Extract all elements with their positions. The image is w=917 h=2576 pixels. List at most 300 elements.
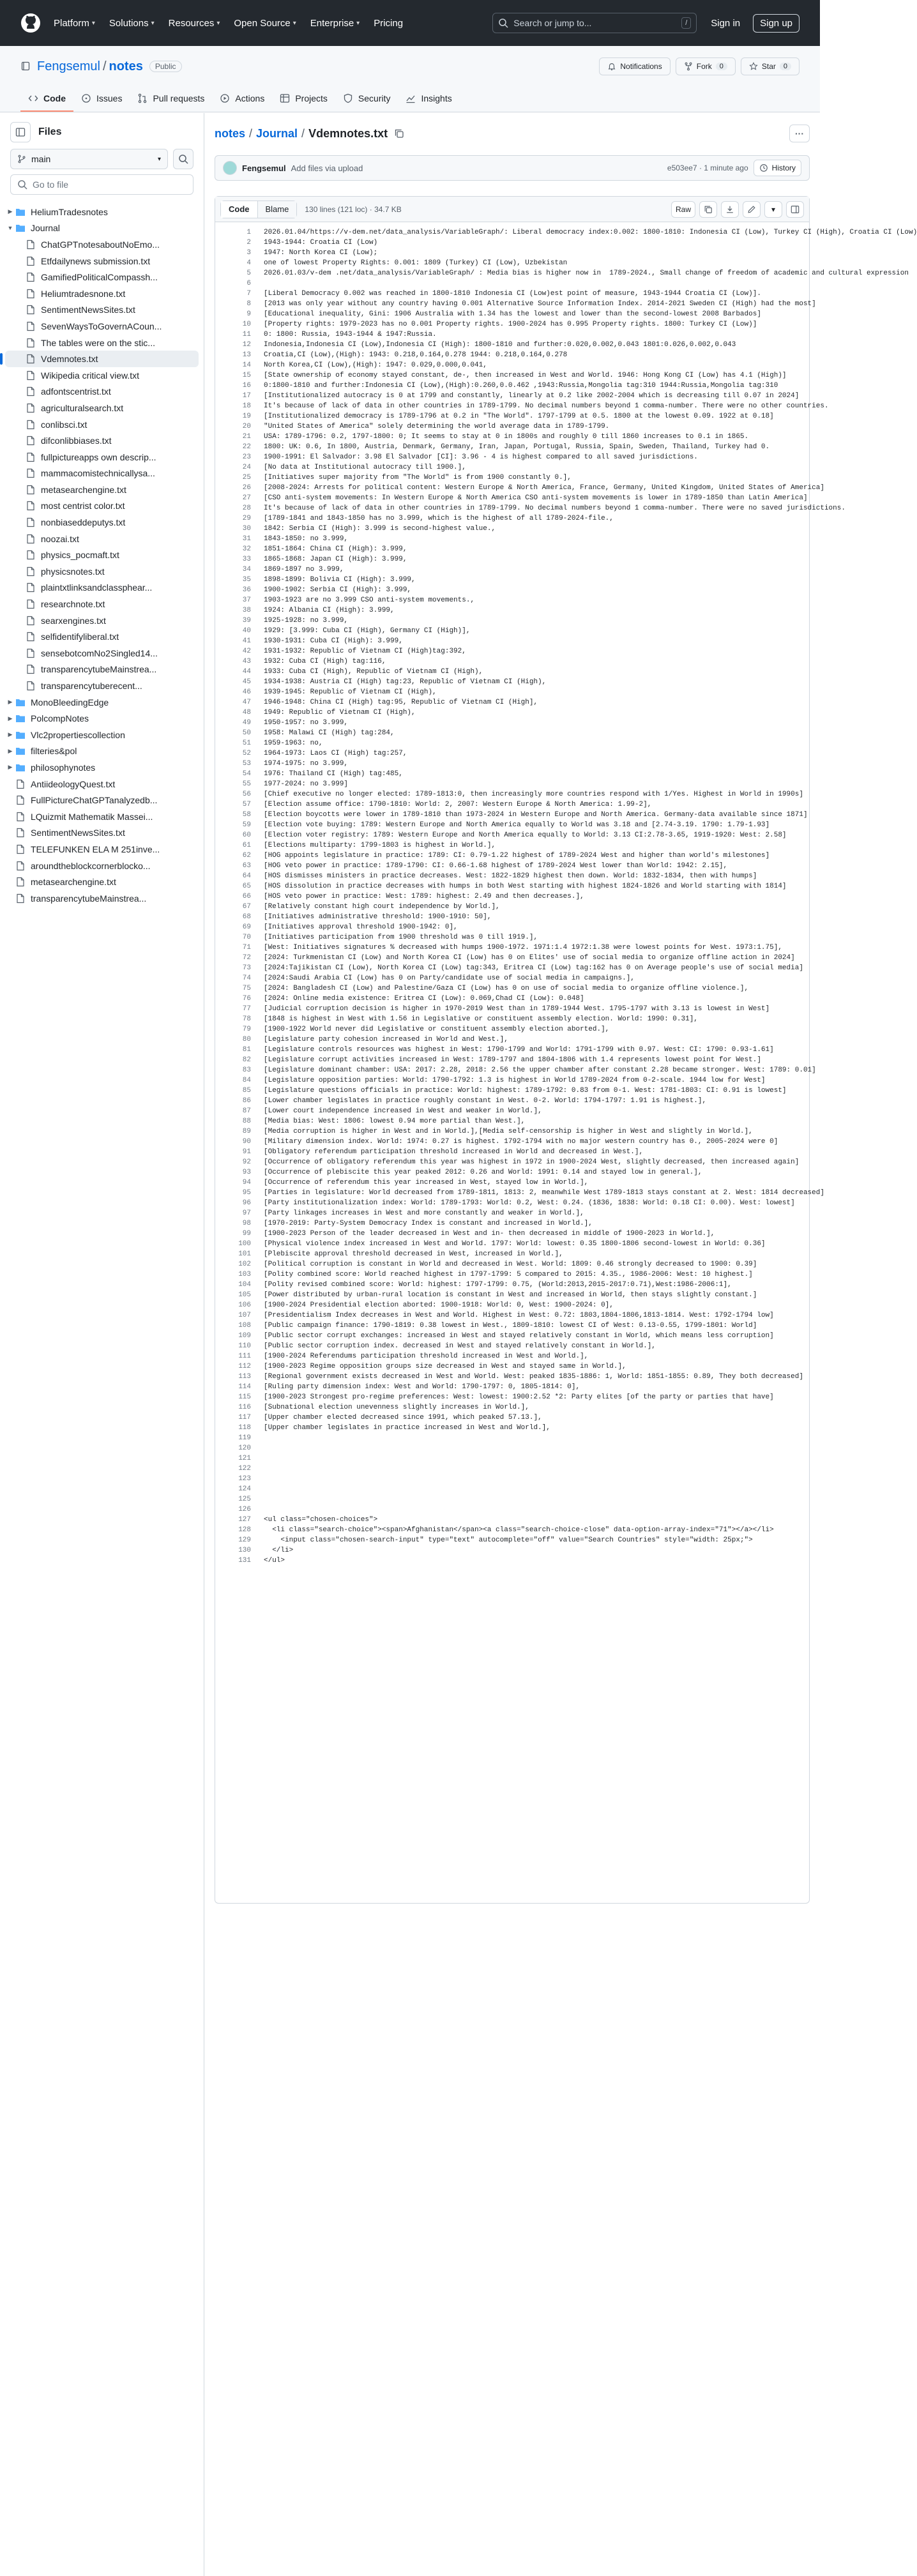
tree-file[interactable]: [5, 466, 199, 482]
tree-item-label: MonoBleedingEdge: [31, 697, 109, 708]
code-line: [215, 585, 809, 595]
blame-view-button[interactable]: Blame: [258, 201, 297, 218]
repo-owner-link[interactable]: Fengsemul: [37, 59, 100, 73]
tree-file[interactable]: [5, 547, 199, 563]
global-search-input[interactable]: [492, 13, 697, 33]
tree-folder[interactable]: [5, 220, 199, 237]
code-line: [215, 238, 809, 248]
tree-item-label: sensebotcomNo2Singled14...: [41, 648, 158, 658]
tree-file[interactable]: [5, 563, 199, 580]
tab-security[interactable]: [335, 86, 398, 112]
line-content: [Political corruption is constant in World and decreased in West. World: 1809: 0.46 strongly decreased to 1900: 0.39]: [264, 1261, 757, 1268]
tree-file[interactable]: [5, 449, 199, 466]
collapse-sidebar-button[interactable]: [10, 122, 31, 142]
line-number[interactable]: 35: [242, 576, 251, 584]
sign-up-button[interactable]: Sign up: [753, 14, 800, 33]
tree-file[interactable]: [5, 416, 199, 433]
line-number[interactable]: 99: [242, 1230, 251, 1238]
line-number[interactable]: 18: [242, 402, 251, 410]
code-line: [215, 248, 809, 258]
code-line: [215, 994, 809, 1004]
line-number[interactable]: 47: [242, 699, 251, 706]
line-number[interactable]: 124: [238, 1485, 251, 1493]
tree-file[interactable]: [5, 367, 199, 384]
chevron-right-icon[interactable]: ▶: [8, 699, 13, 706]
code-line: [215, 493, 809, 503]
line-number[interactable]: 122: [238, 1465, 251, 1473]
code-line: [215, 1024, 809, 1034]
line-number[interactable]: 54: [242, 770, 251, 778]
tree-item-label: FullPictureChatGPTanalyzedb...: [31, 795, 158, 806]
tree-file[interactable]: [5, 792, 199, 808]
edit-options-button[interactable]: [764, 201, 782, 218]
line-number[interactable]: 127: [238, 1516, 251, 1524]
code-line: [215, 616, 809, 626]
tree-file[interactable]: [5, 874, 199, 890]
line-number[interactable]: 106: [238, 1301, 251, 1309]
line-content: 1869-1897 no 3.999,: [264, 566, 344, 573]
line-content: [Legislature questions officials in practice: World: highest: 1789-1792: 0.83 from 0-1. West: 1781-1803: CI: 0.91 is lowest]: [264, 1087, 787, 1095]
line-number[interactable]: 87: [242, 1107, 251, 1115]
tree-item-label: adfontscentrist.txt: [41, 386, 111, 397]
nav-open-source[interactable]: [234, 18, 296, 29]
fork-button[interactable]: [676, 57, 736, 75]
download-icon: [725, 205, 734, 214]
code-line: [215, 309, 809, 319]
line-number[interactable]: 72: [242, 954, 251, 962]
line-number[interactable]: 5: [246, 269, 251, 277]
line-number[interactable]: 131: [238, 1557, 251, 1565]
line-number[interactable]: 20: [242, 423, 251, 430]
line-number[interactable]: 14: [242, 361, 251, 369]
tree-file[interactable]: [5, 514, 199, 531]
line-number[interactable]: 50: [242, 729, 251, 737]
github-logo-icon[interactable]: [20, 13, 41, 33]
line-number[interactable]: 78: [242, 1015, 251, 1023]
line-content: 1930-1931: Cuba CI (High): 3.999,: [264, 637, 403, 645]
line-number[interactable]: 129: [238, 1536, 251, 1544]
line-content: [Presidentialism Index decreases in West and World. Highest in West: 0.72: 1803,1804-1806,1813-1814. West: 1792-1794 low]: [264, 1312, 774, 1319]
symbols-panel-button[interactable]: [786, 201, 804, 218]
line-number[interactable]: 12: [242, 341, 251, 349]
line-number[interactable]: 15: [242, 372, 251, 379]
line-number[interactable]: 100: [238, 1240, 251, 1248]
line-number[interactable]: 48: [242, 709, 251, 716]
tab-actions[interactable]: [212, 86, 272, 112]
line-number[interactable]: 102: [238, 1261, 251, 1268]
line-number[interactable]: 32: [242, 545, 251, 553]
file-icon: [15, 795, 26, 805]
line-number[interactable]: 19: [242, 413, 251, 420]
tree-folder[interactable]: [5, 204, 199, 220]
line-number[interactable]: 34: [242, 566, 251, 573]
code-line: [215, 1443, 809, 1453]
line-number[interactable]: 112: [238, 1363, 251, 1370]
line-number[interactable]: 70: [242, 934, 251, 941]
line-number[interactable]: 51: [242, 739, 251, 747]
code-line: [215, 881, 809, 891]
line-number[interactable]: 93: [242, 1169, 251, 1176]
search-icon: [178, 154, 188, 164]
line-number[interactable]: 10: [242, 321, 251, 328]
commit-meta[interactable]: e503ee7 · 1 minute ago: [667, 163, 748, 172]
tree-item-label: Heliumtradesnone.txt: [41, 288, 126, 299]
line-number[interactable]: 88: [242, 1118, 251, 1125]
line-number[interactable]: 24: [242, 464, 251, 471]
line-number[interactable]: 43: [242, 658, 251, 665]
line-number[interactable]: 56: [242, 791, 251, 798]
line-number[interactable]: 29: [242, 515, 251, 522]
line-number[interactable]: 30: [242, 525, 251, 533]
line-number[interactable]: 41: [242, 637, 251, 645]
line-number[interactable]: 38: [242, 607, 251, 614]
line-number[interactable]: 76: [242, 995, 251, 1003]
code-line: [215, 820, 809, 830]
edit-button[interactable]: [743, 201, 761, 218]
tree-file[interactable]: [5, 432, 199, 449]
line-number[interactable]: 116: [238, 1404, 251, 1411]
tree-file[interactable]: [5, 580, 199, 596]
line-number[interactable]: 85: [242, 1087, 251, 1095]
star-label: Star: [761, 62, 776, 71]
tree-item-label: researchnote.txt: [41, 599, 105, 610]
nav-resources[interactable]: [169, 18, 220, 29]
line-number[interactable]: 26: [242, 484, 251, 492]
line-number[interactable]: 82: [242, 1056, 251, 1064]
line-number[interactable]: 71: [242, 944, 251, 951]
star-button[interactable]: [741, 57, 800, 75]
line-number[interactable]: 3: [246, 249, 251, 257]
tab-pull-requests[interactable]: [130, 86, 212, 112]
line-number[interactable]: 4: [246, 259, 251, 267]
chevron-right-icon[interactable]: ▶: [8, 764, 13, 771]
line-number[interactable]: 68: [242, 913, 251, 921]
code-line: [215, 840, 809, 851]
breadcrumb-folder-link[interactable]: Journal: [256, 126, 298, 140]
chevron-right-icon[interactable]: ▶: [8, 208, 13, 215]
tree-file[interactable]: [5, 236, 199, 253]
line-number[interactable]: 94: [242, 1179, 251, 1186]
line-number[interactable]: 21: [242, 433, 251, 441]
tree-item-label: filteries&pol: [31, 746, 77, 757]
tree-file[interactable]: [5, 628, 199, 645]
line-number[interactable]: 107: [238, 1312, 251, 1319]
line-number[interactable]: 52: [242, 750, 251, 757]
history-button[interactable]: [754, 160, 801, 176]
line-number[interactable]: 42: [242, 648, 251, 655]
line-number[interactable]: 128: [238, 1526, 251, 1534]
search-files-button[interactable]: [173, 149, 193, 169]
file-icon: [26, 403, 36, 413]
code-line: [215, 861, 809, 871]
code-line: [215, 1269, 809, 1280]
file-icon: [26, 599, 36, 609]
code-line: [215, 421, 809, 432]
line-number[interactable]: 103: [238, 1271, 251, 1278]
line-number[interactable]: 53: [242, 760, 251, 768]
line-number[interactable]: 40: [242, 627, 251, 635]
code-line: [215, 922, 809, 932]
line-number[interactable]: 96: [242, 1199, 251, 1207]
line-number[interactable]: 123: [238, 1475, 251, 1483]
code-line: [215, 1045, 809, 1055]
sign-in-link[interactable]: Sign in: [711, 17, 741, 29]
line-number[interactable]: 80: [242, 1036, 251, 1043]
line-content: [Institutionalized democracy is 1789-1796 at 0.2 in "The World". 1797-1799 at 0.5. 1800 at the lowest 0.09. 1922 at 0.18]: [264, 413, 774, 420]
commit-author-link[interactable]: Fengsemul: [242, 163, 286, 173]
tree-item-label: TELEFUNKEN ELA M 251inve...: [31, 844, 160, 854]
tree-file[interactable]: [5, 253, 199, 269]
line-number[interactable]: 89: [242, 1128, 251, 1135]
line-number[interactable]: 27: [242, 494, 251, 502]
line-number[interactable]: 60: [242, 831, 251, 839]
tab-projects[interactable]: [272, 86, 335, 112]
line-number[interactable]: 109: [238, 1332, 251, 1340]
line-number[interactable]: 104: [238, 1281, 251, 1289]
line-number[interactable]: 44: [242, 668, 251, 676]
line-number[interactable]: 90: [242, 1138, 251, 1146]
code-line: [215, 943, 809, 953]
nav-enterprise[interactable]: [310, 18, 360, 29]
line-number[interactable]: 17: [242, 392, 251, 400]
line-number[interactable]: 119: [238, 1434, 251, 1442]
line-content: [264, 1433, 809, 1443]
tree-folder[interactable]: [5, 710, 199, 727]
download-button[interactable]: [721, 201, 739, 218]
line-number[interactable]: 65: [242, 883, 251, 890]
line-number[interactable]: 97: [242, 1209, 251, 1217]
file-icon: [26, 305, 36, 315]
line-number[interactable]: 39: [242, 617, 251, 625]
tab-code[interactable]: [20, 86, 73, 112]
line-number[interactable]: 86: [242, 1097, 251, 1105]
file-icon: [26, 338, 36, 348]
line-content: [Polity revised combined score: World: highest: 1797-1799: 0.75, (World:2013,2015-2017:0.71),West:1986-2006:1],: [264, 1281, 732, 1289]
line-number[interactable]: 2: [246, 239, 251, 246]
line-number[interactable]: 115: [238, 1393, 251, 1401]
line-number[interactable]: 105: [238, 1291, 251, 1299]
line-number[interactable]: 57: [242, 801, 251, 808]
tree-file[interactable]: [5, 400, 199, 416]
code-line: [215, 769, 809, 779]
tree-file[interactable]: [5, 662, 199, 678]
line-number[interactable]: 77: [242, 1005, 251, 1013]
line-number[interactable]: 1: [246, 229, 251, 236]
line-number[interactable]: 91: [242, 1148, 251, 1156]
latest-commit-bar: [215, 155, 810, 181]
line-number[interactable]: 114: [238, 1383, 251, 1391]
line-content: 1959-1963: no,: [264, 739, 323, 747]
line-number[interactable]: 126: [238, 1506, 251, 1513]
view-mode-toggle: [220, 201, 297, 218]
line-number[interactable]: 111: [238, 1352, 251, 1360]
raw-button[interactable]: Raw: [671, 201, 695, 218]
line-number[interactable]: 11: [242, 331, 251, 338]
tree-file[interactable]: [5, 269, 199, 285]
line-content: [264, 1484, 809, 1494]
line-number[interactable]: 9: [246, 310, 251, 318]
file-icon: [26, 664, 36, 674]
line-number[interactable]: 67: [242, 903, 251, 911]
line-number[interactable]: 113: [238, 1373, 251, 1381]
tree-folder[interactable]: [5, 694, 199, 711]
line-number[interactable]: 92: [242, 1158, 251, 1166]
more-options-button[interactable]: [789, 125, 810, 142]
file-icon: [26, 436, 36, 446]
tree-file[interactable]: [5, 351, 199, 367]
line-number[interactable]: 28: [242, 504, 251, 512]
line-number[interactable]: 37: [242, 596, 251, 604]
tree-file[interactable]: [5, 841, 199, 858]
line-number[interactable]: 7: [246, 290, 251, 298]
code-line: [215, 851, 809, 861]
line-number[interactable]: 79: [242, 1026, 251, 1033]
copy-raw-button[interactable]: [699, 201, 717, 218]
tab-insights[interactable]: [398, 86, 459, 112]
tree-item-label: SentimentNewsSites.txt: [41, 305, 135, 315]
line-content: [Educational inequality, Gini: 1906 Australia with 1.34 has the lowest and lower than the second-lowest 2008 Barbados]: [264, 310, 761, 318]
file-tree: [5, 204, 199, 907]
tree-file[interactable]: [5, 825, 199, 842]
notifications-button[interactable]: [599, 57, 670, 75]
tree-file[interactable]: [5, 481, 199, 498]
line-number[interactable]: 121: [238, 1455, 251, 1462]
code-view-button[interactable]: Code: [221, 201, 258, 218]
line-number[interactable]: 23: [242, 453, 251, 461]
line-number[interactable]: 25: [242, 474, 251, 481]
line-number[interactable]: 46: [242, 688, 251, 696]
line-number[interactable]: 81: [242, 1046, 251, 1054]
line-content: [Occurrence of referendum this year increased in West, stayed low in World.],: [264, 1179, 589, 1186]
line-content: [2024: Online media existence: Eritrea CI (Low): 0.069,Chad CI (Low): 0.048]: [264, 995, 584, 1003]
tree-file[interactable]: [5, 318, 199, 335]
line-number[interactable]: 98: [242, 1220, 251, 1227]
tree-item-label: metasearchengine.txt: [41, 484, 126, 495]
line-number[interactable]: 36: [242, 586, 251, 594]
nav-platform[interactable]: [54, 18, 95, 29]
chevron-right-icon[interactable]: ▶: [8, 715, 13, 722]
line-number[interactable]: 8: [246, 300, 251, 308]
line-number[interactable]: 117: [238, 1414, 251, 1421]
branch-selector[interactable]: [10, 149, 168, 169]
tree-file[interactable]: [5, 384, 199, 400]
tree-file[interactable]: [5, 776, 199, 792]
line-number[interactable]: 62: [242, 852, 251, 860]
code-line: [215, 789, 809, 799]
line-number[interactable]: 55: [242, 780, 251, 788]
tree-folder[interactable]: [5, 743, 199, 760]
code-line: [215, 1218, 809, 1229]
tree-file[interactable]: [5, 858, 199, 874]
code-line: [215, 605, 809, 616]
commit-message-link[interactable]: Add files via upload: [291, 163, 363, 173]
line-number[interactable]: 101: [238, 1250, 251, 1258]
line-number[interactable]: 130: [238, 1547, 251, 1554]
avatar[interactable]: [223, 161, 237, 175]
code-line: [215, 483, 824, 493]
tree-item-label: The tables were on the stic...: [41, 337, 155, 348]
line-number[interactable]: 16: [242, 382, 251, 390]
code-line: [215, 1556, 809, 1566]
nav-solutions[interactable]: [109, 18, 155, 29]
line-number[interactable]: 45: [242, 678, 251, 686]
line-number[interactable]: 108: [238, 1322, 251, 1330]
repo-actions: [599, 57, 800, 75]
line-number[interactable]: 49: [242, 719, 251, 727]
line-number[interactable]: 110: [238, 1342, 251, 1350]
tree-file[interactable]: [5, 498, 199, 515]
line-number[interactable]: 125: [238, 1496, 251, 1503]
tree-file[interactable]: [5, 302, 199, 319]
line-content: [Public sector corrupt exchanges: increased in West and stayed relatively constant in World, which means less corruption]: [264, 1332, 774, 1340]
chevron-down-icon: ▾: [91, 19, 95, 27]
chevron-right-icon[interactable]: ▶: [8, 731, 13, 738]
line-number[interactable]: 63: [242, 862, 251, 870]
line-number[interactable]: 95: [242, 1189, 251, 1197]
line-content: [HOG appoints legislature in practice: 1789: CI: 0.79-1.22 highest of 1789-2024 West and higher than world's milestones]: [264, 852, 770, 860]
line-number[interactable]: 58: [242, 811, 251, 819]
file-toolbar: [215, 197, 809, 222]
line-number[interactable]: 64: [242, 872, 251, 880]
tree-file[interactable]: [5, 335, 199, 351]
line-number[interactable]: 22: [242, 443, 251, 451]
tree-file[interactable]: [5, 285, 199, 302]
tree-file[interactable]: [5, 596, 199, 612]
tab-issues[interactable]: [73, 86, 130, 112]
line-number[interactable]: 120: [238, 1444, 251, 1452]
line-number[interactable]: 69: [242, 923, 251, 931]
copy-path-icon[interactable]: [394, 128, 404, 139]
file-icon: [26, 256, 36, 266]
notifications-label: Notifications: [620, 62, 662, 71]
line-number[interactable]: 61: [242, 842, 251, 849]
line-number[interactable]: 73: [242, 964, 251, 972]
line-number[interactable]: 83: [242, 1066, 251, 1074]
line-number[interactable]: 31: [242, 535, 251, 543]
tree-file[interactable]: [5, 678, 199, 694]
code-line: [215, 1055, 809, 1065]
line-content: [2013 was only year without any country having 0.001 Alternative Source Information Index. 2014-2021 Sweden CI (High) had the most]: [264, 300, 816, 308]
tree-file[interactable]: [5, 645, 199, 662]
repo-name-link[interactable]: notes: [109, 59, 143, 73]
line-number[interactable]: 33: [242, 556, 251, 563]
tree-folder[interactable]: [5, 759, 199, 776]
tree-file[interactable]: [5, 890, 199, 907]
nav-pricing[interactable]: [374, 18, 403, 29]
line-number[interactable]: 75: [242, 985, 251, 992]
line-number[interactable]: 84: [242, 1077, 251, 1084]
sidebar-title: Files: [38, 126, 62, 137]
line-content: It's because of lack of data in other countries in 1789-1799. No decimal numbers beyond 1 comma-number. There were no other countries.: [264, 402, 829, 410]
tree-file[interactable]: [5, 808, 199, 825]
line-number[interactable]: 74: [242, 974, 251, 982]
line-number[interactable]: 13: [242, 351, 251, 359]
line-number[interactable]: 6: [246, 280, 251, 287]
line-content: [Public campaign finance: 1790-1819: 0.38 lowest in West., 1809-1810: lowest CI of West: 0.13-0.55, 1799-1801: World]: [264, 1322, 757, 1330]
breadcrumb-repo-link[interactable]: notes: [215, 126, 246, 140]
line-number[interactable]: 66: [242, 893, 251, 900]
file-icon: [26, 420, 36, 430]
line-content: [Polity combined score: World reached highest in 1797-1799: 5 compared to 2015: 4.35., 1986-2006: West: 10 highest.]: [264, 1271, 753, 1278]
tree-file[interactable]: [5, 531, 199, 547]
line-number[interactable]: 59: [242, 821, 251, 829]
go-to-file-input[interactable]: [10, 174, 193, 195]
chevron-right-icon[interactable]: ▶: [8, 747, 13, 754]
tree-file[interactable]: [5, 612, 199, 629]
chevron-down-icon[interactable]: ▼: [7, 225, 13, 232]
tree-folder[interactable]: [5, 727, 199, 743]
line-number[interactable]: 118: [238, 1424, 251, 1432]
